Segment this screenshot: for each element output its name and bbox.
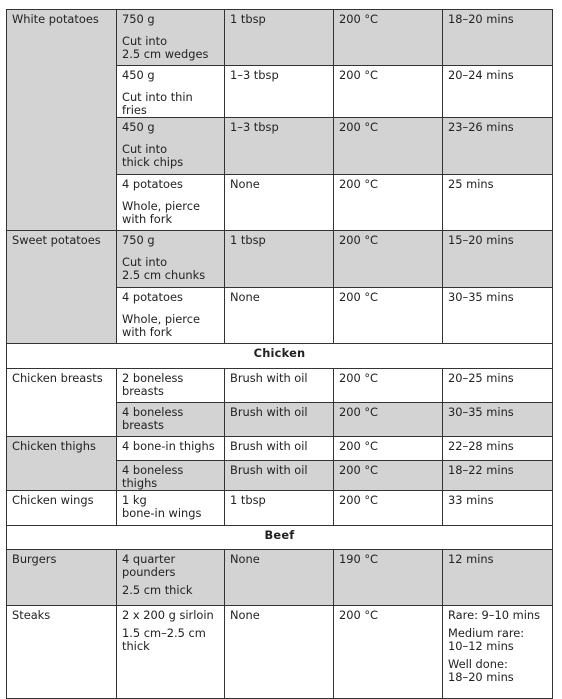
oil-cell — [225, 66, 334, 118]
amount-cell — [117, 66, 225, 118]
oil-text: Brush with oil — [230, 405, 308, 419]
time-cell — [443, 66, 553, 118]
oil-cell — [225, 491, 334, 526]
food-name: Steaks — [12, 608, 51, 622]
temp-text: 200 °C — [339, 68, 379, 82]
prep-text: Cut into 2.5 cm chunks — [122, 255, 206, 282]
amount-text: 4 boneless breasts — [122, 405, 184, 432]
section-heading-row — [7, 344, 553, 369]
oil-text: None — [230, 290, 260, 304]
time-text: 18–20 mins — [448, 12, 514, 26]
time-text: 20–25 mins — [448, 371, 514, 385]
time-cell — [443, 288, 553, 344]
amount-text: 2 boneless breasts — [122, 371, 184, 398]
amount-text: 4 boneless thighs — [122, 463, 184, 490]
temp-cell — [334, 369, 443, 403]
time-cell — [443, 369, 553, 403]
amount-cell — [117, 369, 225, 403]
temp-cell — [334, 66, 443, 118]
temp-cell — [334, 10, 443, 66]
table-row — [7, 10, 553, 66]
temp-text: 200 °C — [339, 233, 379, 247]
amount-text: 2 x 200 g sirloin — [122, 608, 214, 622]
amount-cell — [117, 175, 225, 231]
oil-text: Brush with oil — [230, 371, 308, 385]
temp-text: 200 °C — [339, 120, 379, 134]
oil-text: 1–3 tbsp — [230, 68, 279, 82]
temp-cell — [334, 550, 443, 606]
temp-cell — [334, 231, 443, 288]
temp-cell — [334, 175, 443, 231]
table-row — [7, 437, 553, 461]
food-name-cell — [7, 231, 117, 344]
amount-cell — [117, 10, 225, 66]
amount-text: 450 g — [122, 68, 155, 82]
amount-text: 4 bone-in thighs — [122, 439, 215, 453]
cooking-times-table — [6, 9, 553, 699]
prep-text: Whole, pierce with fork — [122, 199, 200, 226]
amount-cell — [117, 606, 225, 699]
time-cell — [443, 437, 553, 461]
temp-cell — [334, 118, 443, 175]
table-row — [7, 231, 553, 288]
time-text: 22–28 mins — [448, 439, 514, 453]
temp-cell — [334, 437, 443, 461]
time-text: 20–24 mins — [448, 68, 514, 82]
amount-cell — [117, 491, 225, 526]
prep-text: 1.5 cm–2.5 cm thick — [122, 626, 206, 653]
food-name: Sweet potatoes — [12, 233, 101, 247]
amount-cell — [117, 288, 225, 344]
table-row — [7, 550, 553, 606]
oil-cell — [225, 288, 334, 344]
table-row — [7, 606, 553, 699]
food-name: Chicken breasts — [12, 371, 103, 385]
time-cell — [443, 403, 553, 437]
prep-text: 2.5 cm thick — [122, 583, 193, 597]
temp-text: 200 °C — [339, 177, 379, 191]
amount-cell — [117, 550, 225, 606]
temp-cell — [334, 403, 443, 437]
amount-cell — [117, 437, 225, 461]
amount-text: 450 g — [122, 120, 155, 134]
time-text: 23–26 mins — [448, 120, 514, 134]
temp-text: 200 °C — [339, 439, 379, 453]
time-medium-text: Medium rare: 10–12 mins — [448, 626, 525, 653]
amount-text: 4 quarter pounders — [122, 552, 176, 579]
time-rare-text: Rare: 9–10 mins — [448, 608, 541, 622]
time-text: 30–35 mins — [448, 290, 514, 304]
amount-text: 1 kg bone-in wings — [122, 493, 202, 520]
temp-cell — [334, 491, 443, 526]
oil-text: 1 tbsp — [230, 493, 266, 507]
amount-cell — [117, 461, 225, 491]
oil-text: None — [230, 552, 260, 566]
temp-text: 200 °C — [339, 608, 379, 622]
amount-cell — [117, 403, 225, 437]
time-cell — [443, 461, 553, 491]
amount-text: 4 potatoes — [122, 290, 183, 304]
prep-text: Whole, pierce with fork — [122, 312, 200, 339]
food-name-cell — [7, 606, 117, 699]
oil-cell — [225, 606, 334, 699]
oil-text: None — [230, 608, 260, 622]
time-cell — [443, 606, 553, 699]
food-name-cell — [7, 369, 117, 437]
oil-cell — [225, 403, 334, 437]
prep-text: Cut into thin fries — [122, 90, 193, 117]
section-heading-row — [7, 526, 553, 550]
temp-cell — [334, 288, 443, 344]
oil-cell — [225, 369, 334, 403]
food-name-cell — [7, 491, 117, 526]
time-text: 25 mins — [448, 177, 494, 191]
time-cell — [443, 118, 553, 175]
prep-text: Cut into 2.5 cm wedges — [122, 34, 209, 61]
food-name-cell — [7, 437, 117, 491]
time-well-text: Well done: 18–20 mins — [448, 657, 514, 684]
food-name-cell — [7, 550, 117, 606]
temp-text: 200 °C — [339, 405, 379, 419]
amount-cell — [117, 118, 225, 175]
time-text: 15–20 mins — [448, 233, 514, 247]
oil-text: 1 tbsp — [230, 233, 266, 247]
time-cell — [443, 10, 553, 66]
time-cell — [443, 175, 553, 231]
amount-text: 4 potatoes — [122, 177, 183, 191]
temp-text: 200 °C — [339, 463, 379, 477]
oil-text: Brush with oil — [230, 439, 308, 453]
oil-cell — [225, 10, 334, 66]
temp-cell — [334, 606, 443, 699]
amount-text: 750 g — [122, 233, 155, 247]
oil-cell — [225, 231, 334, 288]
amount-text: 750 g — [122, 12, 155, 26]
table-row — [7, 491, 553, 526]
time-cell — [443, 550, 553, 606]
temp-text: 190 °C — [339, 552, 379, 566]
oil-cell — [225, 118, 334, 175]
temp-text: 200 °C — [339, 493, 379, 507]
oil-cell — [225, 175, 334, 231]
oil-text: 1–3 tbsp — [230, 120, 279, 134]
time-text: 12 mins — [448, 552, 494, 566]
prep-text: Cut into thick chips — [122, 142, 184, 169]
oil-text: Brush with oil — [230, 463, 308, 477]
food-name: Chicken wings — [12, 493, 94, 507]
section-heading: Beef — [7, 526, 553, 550]
temp-cell — [334, 461, 443, 491]
temp-text: 200 °C — [339, 290, 379, 304]
food-name: Burgers — [12, 552, 57, 566]
table-row — [7, 369, 553, 403]
time-cell — [443, 231, 553, 288]
oil-cell — [225, 550, 334, 606]
food-name: White potatoes — [12, 12, 99, 26]
oil-cell — [225, 437, 334, 461]
temp-text: 200 °C — [339, 371, 379, 385]
food-name: Chicken thighs — [12, 439, 96, 453]
time-text: 30–35 mins — [448, 405, 514, 419]
amount-cell — [117, 231, 225, 288]
oil-cell — [225, 461, 334, 491]
time-cell — [443, 491, 553, 526]
temp-text: 200 °C — [339, 12, 379, 26]
section-heading: Chicken — [7, 344, 553, 369]
time-text: 33 mins — [448, 493, 494, 507]
oil-text: 1 tbsp — [230, 12, 266, 26]
time-text: 18–22 mins — [448, 463, 514, 477]
food-name-cell — [7, 10, 117, 231]
oil-text: None — [230, 177, 260, 191]
